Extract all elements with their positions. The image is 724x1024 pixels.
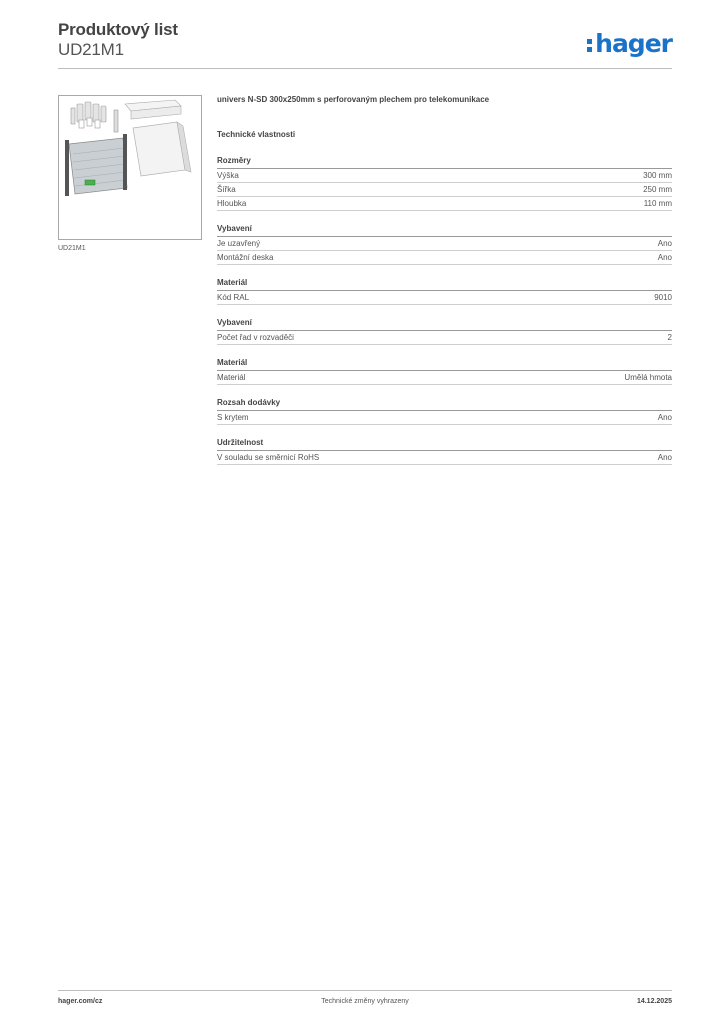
footer-date: 14.12.2025 <box>636 998 672 1005</box>
spec-row <box>217 411 672 425</box>
logo-text: hager <box>595 29 672 58</box>
spec-value: 250 mm <box>643 185 672 194</box>
spec-row <box>217 291 672 305</box>
spec-group <box>217 224 672 265</box>
image-caption: UD21M1 <box>58 245 86 252</box>
spec-row <box>217 237 672 251</box>
spec-row <box>217 183 672 197</box>
spec-value: Ano <box>657 453 672 462</box>
spec-row <box>217 331 672 345</box>
product-code: UD21M1 <box>58 40 124 59</box>
header-divider <box>58 68 672 69</box>
page-title: Produktový list <box>58 20 178 39</box>
tech-properties-heading: Technické vlastnosti <box>217 130 296 139</box>
spec-row <box>217 371 672 385</box>
hager-logo <box>587 29 672 58</box>
footer-website: hager.com/cz <box>58 998 103 1005</box>
spec-group <box>217 358 672 385</box>
spec-group <box>217 398 672 425</box>
spec-label: Materiál <box>217 373 246 382</box>
spec-label: Výška <box>217 171 239 180</box>
footer-note: Technické změny vyhrazeny <box>321 998 409 1005</box>
spec-group-title: Materiál <box>217 358 672 371</box>
spec-groups <box>217 156 672 465</box>
product-details <box>217 95 672 465</box>
spec-value: Umělá hmota <box>624 373 672 382</box>
spec-group <box>217 278 672 305</box>
product-photo-icon <box>59 96 201 239</box>
spec-row <box>217 197 672 211</box>
spec-value: 2 <box>667 333 672 342</box>
spec-group-title: Vybavení <box>217 318 672 331</box>
spec-label: S krytem <box>217 413 249 422</box>
spec-label: Počet řad v rozvaděči <box>217 333 294 342</box>
spec-group-title: Materiál <box>217 278 672 291</box>
spec-group-title: Udržitelnost <box>217 438 672 451</box>
spec-label: Šířka <box>217 185 236 194</box>
spec-row <box>217 169 672 183</box>
product-description: univers N-SD 300x250mm s perforovaným plechem pro telekomunikace <box>217 95 490 104</box>
spec-group <box>217 156 672 211</box>
spec-label: Je uzavřený <box>217 239 261 248</box>
page-header <box>58 20 672 70</box>
spec-label: Montážní deska <box>217 253 274 262</box>
spec-value: Ano <box>657 239 672 248</box>
spec-group-title: Rozměry <box>217 156 672 169</box>
spec-label: Kód RAL <box>217 293 250 302</box>
logo-dots-icon <box>587 36 593 55</box>
spec-value: 9010 <box>654 293 672 302</box>
spec-group <box>217 438 672 465</box>
spec-value: 110 mm <box>643 199 672 208</box>
spec-row <box>217 251 672 265</box>
spec-group-title: Rozsah dodávky <box>217 398 672 411</box>
spec-value: 300 mm <box>643 171 672 180</box>
spec-label: Hloubka <box>217 199 247 208</box>
spec-label: V souladu se směrnicí RoHS <box>217 453 320 462</box>
spec-value: Ano <box>657 253 672 262</box>
product-image <box>58 95 202 240</box>
spec-group <box>217 318 672 345</box>
spec-row <box>217 451 672 465</box>
spec-group-title: Vybavení <box>217 224 672 237</box>
footer-divider <box>58 990 672 991</box>
spec-value: Ano <box>657 413 672 422</box>
